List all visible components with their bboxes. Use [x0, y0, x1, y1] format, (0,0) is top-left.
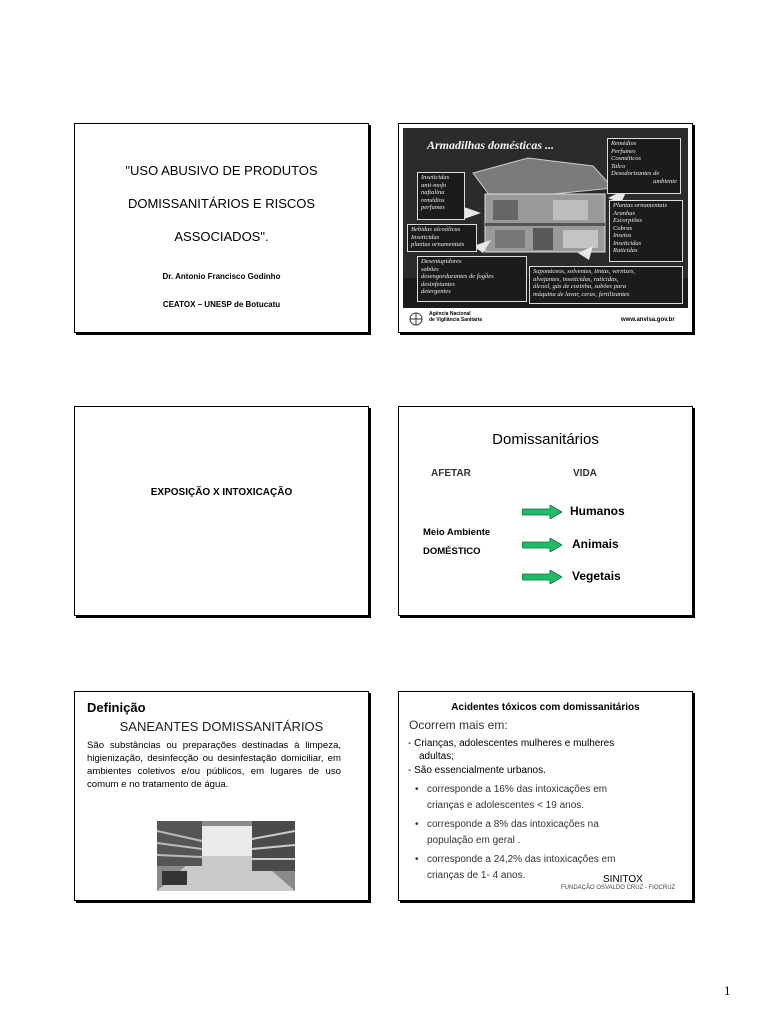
env-line-2: DOMÉSTICO — [423, 546, 481, 557]
bullet-line: crianças e adolescentes < 19 anos. — [427, 800, 585, 811]
caption-box-top-right — [607, 138, 681, 194]
caption-box-bottom-left — [417, 256, 527, 302]
caption-line: Cobras — [613, 224, 633, 232]
definition-heading: Definição — [87, 700, 146, 715]
bullet-item — [415, 817, 675, 849]
slide-1 — [74, 123, 369, 333]
bullet-line: população em geral . — [427, 835, 521, 846]
page-number: 1 — [724, 983, 731, 998]
caption-line: plantas ornamentais — [411, 241, 465, 248]
caption-line: desengordurantes de fogões — [421, 273, 494, 280]
item-animais: Animais — [572, 537, 619, 551]
source-fiocruz: FUNDAÇÃO OSVALDO CRUZ - FIOCRUZ — [561, 885, 676, 891]
caption-line: alvejantes, inseticidas, raticidas, — [533, 275, 619, 283]
caption-line: Desentupidores — [421, 258, 462, 265]
agency-line: de Vigilância Sanitária — [429, 317, 482, 323]
caption-box-left-mid — [407, 224, 477, 252]
caption-line: Insetos — [613, 232, 632, 239]
caption-line: Plantas ornamentais — [613, 202, 667, 209]
caption-line: Desodorizantes de — [611, 170, 660, 177]
caption-line: Remédios — [611, 140, 637, 147]
anvisa-url: www.anvisa.gov.br — [621, 317, 675, 323]
title-line-2: DOMISSANITÁRIOS E RISCOS — [127, 196, 316, 211]
agency-name — [429, 311, 482, 323]
caption-line: Perfumes — [611, 147, 636, 155]
caption-line: álcool, gás de cozinha, sabões para — [533, 283, 626, 290]
bullet-line: corresponde a 24,2% das intoxicações em — [427, 854, 616, 865]
bullet-item — [415, 782, 675, 814]
arrow-right-icon — [522, 570, 562, 584]
house-illustration — [403, 128, 688, 308]
caption-line: Inseticidas — [411, 233, 440, 241]
slide-4 — [398, 406, 693, 616]
caption-line: Cosméticos — [611, 155, 641, 162]
slide-1-title — [75, 154, 368, 253]
env-line-1: Meio Ambiente — [423, 527, 491, 538]
line-urban: - São essencialmente urbanos. — [408, 765, 546, 776]
caption-line: naftalina — [421, 189, 445, 196]
bullet-dot-icon: • — [415, 819, 419, 830]
bullet-dot-icon: • — [415, 854, 419, 865]
bullet-line: crianças de 1- 4 anos. — [427, 870, 526, 881]
slide-2 — [398, 123, 693, 333]
bullet-dot-icon: • — [415, 784, 419, 795]
author: Dr. Antonio Francisco Godinho — [162, 272, 281, 281]
organization: CEATOX – UNESP de Botucatu — [162, 300, 281, 309]
caption-line: Talco — [611, 162, 626, 170]
caption-line: Escorpiões — [613, 217, 642, 224]
item-humanos: Humanos — [570, 504, 625, 518]
caption-line: Aranhas — [613, 209, 636, 217]
caption-box-left-top — [417, 172, 465, 220]
label-afetar: AFETAR — [431, 468, 471, 479]
slide-6-title: Acidentes tóxicos com domissanitários — [451, 702, 640, 713]
caption-line: Inseticidas — [613, 239, 642, 247]
agency-line: Agência Nacional — [429, 311, 471, 317]
source-sinitox: SINITOX — [603, 874, 643, 885]
caption-line: máquina de lavar, ceras, fertilizantes — [533, 290, 630, 298]
caption-line: Bebidas alcoólicas — [411, 226, 461, 233]
supermarket-aisle-photo — [157, 821, 295, 891]
slide-6 — [398, 691, 693, 901]
slide-6-subtitle: Ocorrem mais em: — [409, 718, 508, 732]
bullet-line: corresponde a 8% das intoxicações na — [427, 819, 599, 830]
bullet-line: corresponde a 16% das intoxicações em — [427, 784, 608, 795]
arrow-right-icon — [522, 538, 562, 552]
arrow-right-icon — [522, 505, 562, 519]
caption-box-right-mid — [609, 200, 683, 262]
item-vegetais: Vegetais — [572, 569, 621, 583]
caption-line: ambiente — [653, 177, 677, 185]
title-line-1: "USO ABUSIVO DE PRODUTOS — [125, 163, 318, 178]
caption-line: desinfetantes — [421, 280, 455, 288]
slide-3 — [74, 406, 369, 616]
caption-box-bottom-right — [529, 266, 683, 304]
slide-2-footer — [403, 308, 688, 329]
slide-5 — [74, 691, 369, 901]
supermarket-photo — [157, 821, 295, 891]
caption-line: sabões — [421, 265, 439, 273]
exposure-vs-intoxication: EXPOSIÇÃO X INTOXICAÇÃO — [150, 487, 293, 498]
caption-line: Saponáceos, solventes, tintas, vernizes, — [533, 268, 635, 275]
caption-line: Raticidas — [613, 247, 638, 254]
caption-line: Inseticidas — [421, 174, 450, 181]
caption-line: remédios — [421, 196, 445, 204]
slide-2-heading: Armadilhas domésticas ... — [427, 138, 555, 152]
line-children: - Crianças, adolescentes mulheres e mulheres — [408, 738, 615, 749]
label-vida: VIDA — [573, 468, 597, 479]
definition-body: São substâncias ou preparações destinadas à limpeza, higienização, desinfecção ou desinfestação domiciliar, em ambientes coletivos e/ou públicos, em lugares de uso comum e no tratamento de água. — [87, 740, 341, 790]
definition-subheading: SANEANTES DOMISSANITÁRIOS — [119, 719, 324, 734]
line-children-cont: adultas; — [419, 751, 455, 762]
slide-4-title: Domissanitários — [492, 431, 599, 448]
anvisa-logo-icon — [409, 312, 423, 326]
title-line-3: ASSOCIADOS". — [174, 229, 269, 244]
caption-line: anti-mofo — [421, 181, 447, 189]
caption-line: detergentes — [421, 288, 451, 295]
caption-line: perfumes — [421, 204, 445, 211]
